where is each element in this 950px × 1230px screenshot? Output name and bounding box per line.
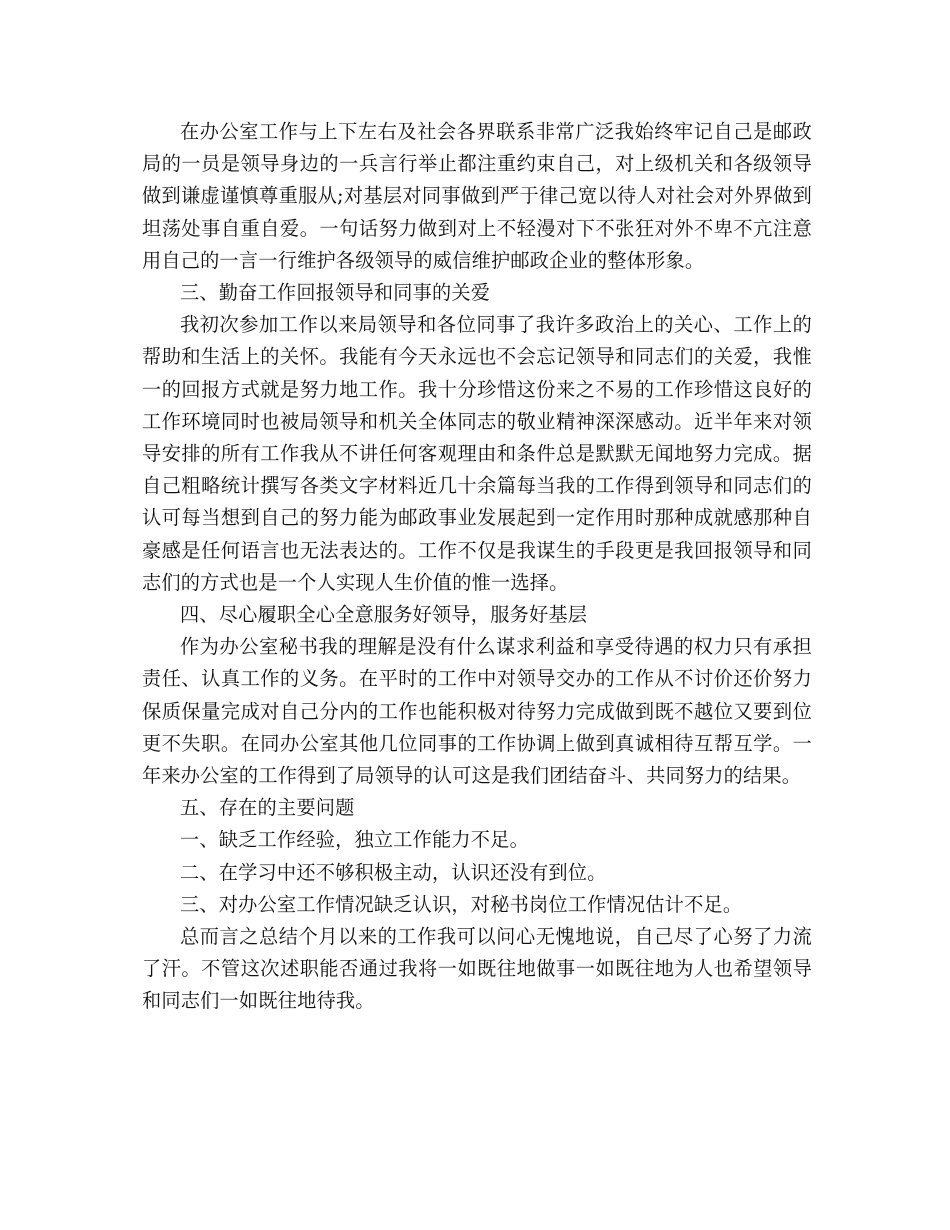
section-heading-four: 四、尽心履职全心全意服务好领导，服务好基层 [180,603,588,627]
paragraph-conclusion: 总而言之总结个月以来的工作我可以问心无愧地说，自己尽了心努了力流了汗。不管这次述职能否通过我将一如既往地做事一如既往地为人也希望领导和同志们一如既往地待我。 [142,925,812,1013]
paragraph-diligence: 我初次参加工作以来局领导和各位同事了我许多政治上的关心、工作上的帮助和生活上的关怀。我能有今天永远也不会忘记领导和同志们的关爱，我惟一的回报方式就是努力地工作。我十分珍惜这份来之不易的工作珍惜这良好的工作环境同时也被局领导和机关全体同志的敬业精神深深感动。近半年来对领导安排的所有工作我从不讲任何客观理由和条件总是默默无闻地努力完成。据自己粗略统计撰写各类文字材料近几十余篇每当我的工作得到领导和同志们的认可每当想到自己的努力能为邮政事业发展起到一定作用时那种成就感那种自豪感是任何语言也无法表达的。工作不仅是我谋生的手段更是我回报领导和同志们的方式也是一个人实现人生价值的惟一选择。 [142,313,812,594]
problem-item-one: 一、缺乏工作经验，独立工作能力不足。 [180,828,529,852]
problem-item-two: 二、在学习中还不够积极主动，认识还没有到位。 [180,860,607,884]
problem-item-three: 三、对办公室工作情况缺乏认识，对秘书岗位工作情况估计不足。 [180,892,743,916]
paragraph-conduct: 在办公室工作与上下左右及社会各界联系非常广泛我始终牢记自己是邮政局的一员是领导身边的一兵言行举止都注重约束自己，对上级机关和各级领导做到谦虚谨慎尊重服从;对基层对同事做到严于律己宽以待人对社会对外界做到坦荡处事自重自爱。一句话努力做到对上不轻漫对下不张狂对外不卑不亢注意用自己的一言一行维护各级领导的威信维护邮政企业的整体形象。 [142,120,812,272]
section-heading-five: 五、存在的主要问题 [180,796,355,820]
document-page [142,116,812,1018]
paragraph-service: 作为办公室秘书我的理解是没有什么谋求利益和享受待遇的权力只有承担责任、认真工作的义务。在平时的工作中对领导交办的工作从不讨价还价努力保质保量完成对自己分内的工作也能积极对待努力完成做到既不越位又要到位更不失职。在同办公室其他几位同事的工作协调上做到真诚相待互帮互学。一年来办公室的工作得到了局领导的认可这是我们团结奋斗、共同努力的结果。 [142,635,812,788]
section-heading-three: 三、勤奋工作回报领导和同事的关爱 [180,281,491,305]
